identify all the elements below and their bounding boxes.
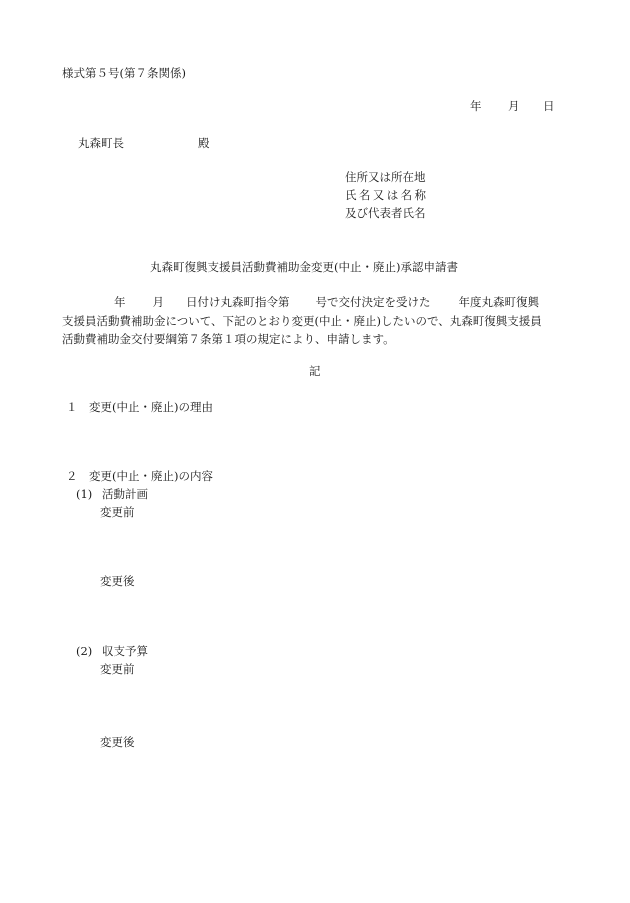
- date-day-label: 日: [543, 99, 555, 113]
- body-fiscal-text: 年度丸森町復興: [458, 295, 539, 309]
- date-month-label: 月: [508, 99, 520, 113]
- applicant-name-label: 氏名又は名称: [345, 188, 429, 202]
- sub2-before-label: 変更前: [100, 662, 135, 676]
- body-line-3: 活動費補助金交付要綱第７条第１項の規定により、申請します。: [62, 332, 395, 346]
- sub2-label: 収支予算: [102, 644, 148, 658]
- addressee-honorific: 殿: [198, 136, 210, 150]
- ki-heading: 記: [309, 364, 321, 378]
- form-number: 様式第５号(第７条関係): [62, 66, 186, 80]
- sub1-number: (1): [76, 487, 93, 501]
- body-date-text: 日付け丸森町指令第: [186, 295, 290, 309]
- body-paragraph: [62, 293, 570, 349]
- body-year-label: 年: [114, 295, 126, 309]
- addressee-name: 丸森町長: [78, 136, 124, 150]
- body-number-text: 号で交付決定を受けた: [315, 295, 431, 309]
- body-line-1: [62, 293, 570, 312]
- body-month-label: 月: [152, 295, 164, 309]
- section1-number: １: [66, 400, 78, 414]
- sub2-number: (2): [76, 644, 93, 658]
- body-line-2: 支援員活動費補助金について、下記のとおり変更(中止・廃止)したいので、丸森町復興支援員: [62, 313, 542, 328]
- document-title: 丸森町復興支援員活動費補助金変更(中止・廃止)承認申請書: [150, 260, 458, 274]
- sub1-after-label: 変更後: [100, 574, 135, 588]
- sub2-after-label: 変更後: [100, 735, 135, 749]
- section1-label: 変更(中止・廃止)の理由: [89, 400, 213, 414]
- section2-number: ２: [66, 469, 78, 483]
- section2-label: 変更(中止・廃止)の内容: [89, 469, 213, 483]
- date-year-label: 年: [470, 99, 482, 113]
- sub1-before-label: 変更前: [100, 505, 135, 519]
- sub1-label: 活動計画: [102, 487, 148, 501]
- applicant-address-label: 住所又は所在地: [345, 170, 426, 184]
- applicant-representative-label: 及び代表者氏名: [345, 206, 426, 220]
